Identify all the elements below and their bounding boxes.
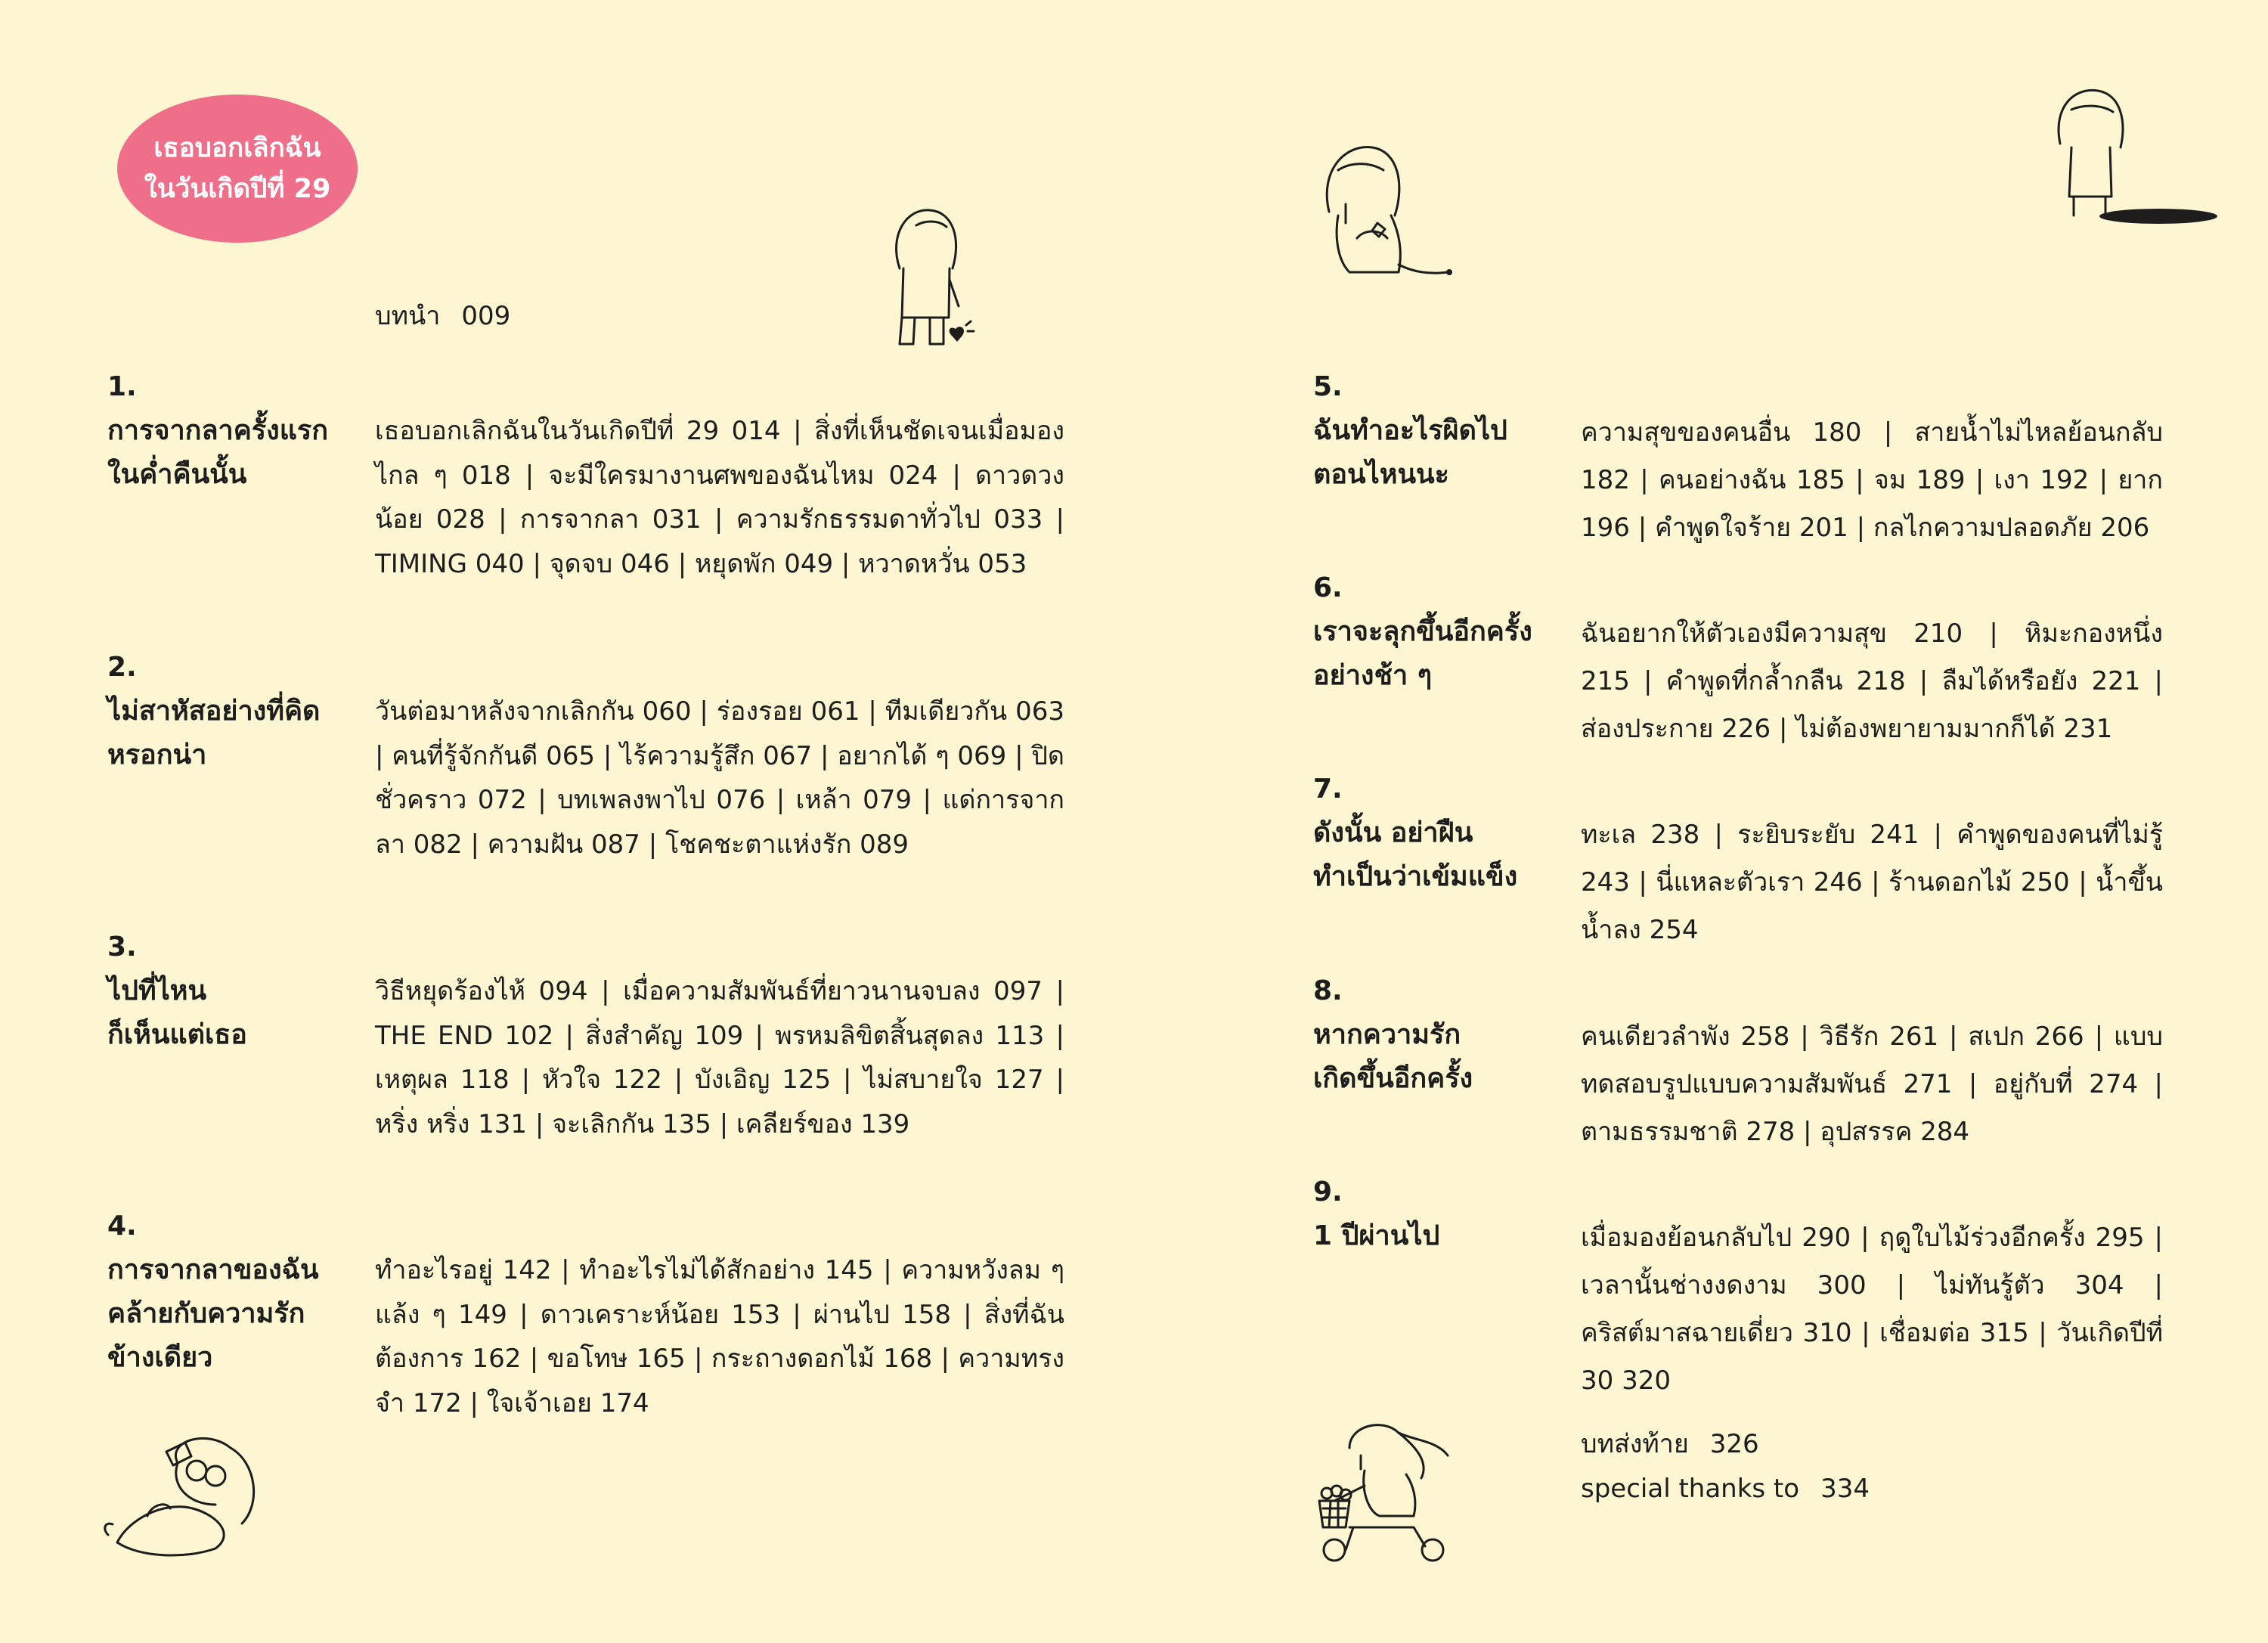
chapter-title-line: อย่างช้า ๆ: [1313, 660, 1433, 691]
thanks-label: special thanks to: [1581, 1474, 1800, 1504]
chapter-entries: เธอบอกเลิกฉันในวันเกิดปีที่ 29 014 | สิ่งที่เห็นชัดเจนเมื่อมองไกล ๆ 018 | จะมีใครมางานศพของฉันไหม 024 | ดาวดวงน้อย 028 | การจากลา 031 | ความรักธรรมดาทั่วไป 033 | TIMING 040 | จุดจบ 046 | หยุดพัก 049 | หวาดหวั่น 053: [375, 416, 1064, 579]
chapter-title-line: ก็เห็นแต่เธอ: [107, 1019, 247, 1050]
chapter-title-line: ไปที่ไหน: [107, 975, 207, 1006]
right-page: [1134, 0, 2268, 1643]
chapter-title-line: การจากลาครั้งแรก: [107, 415, 329, 446]
chapter-entries: ทะเล 238 | ระยิบระยับ 241 | คำพูดของคนที่ไม่รู้ 243 | นี่แหละตัวเรา 246 | ร้านดอกไม้ 250 | น้ำขึ้นน้ำลง 254: [1581, 820, 2163, 945]
afterword-label: บทส่งท้าย: [1581, 1429, 1689, 1459]
chapter-entries: ฉันอยากให้ตัวเองมีความสุข 210 | หิมะกองหนึ่ง 215 | คำพูดที่กล้ำกลืน 218 | ลืมได้หรือยัง 221 | ส่องประกาย 226 | ไม่ต้องพยายามมากก็ได้ 231: [1581, 618, 2163, 744]
chapter-title-line: เราจะลุกขึ้นอีกครั้ง: [1313, 616, 1532, 647]
intro-entry: [375, 295, 510, 336]
chapter-number: 9.: [1313, 1176, 1343, 1207]
chapter-title-line: เกิดขึ้นอีกครั้ง: [1313, 1063, 1473, 1094]
girl-sitting-with-phone-icon: [1315, 140, 1459, 284]
chapter-number: 7.: [1313, 773, 1343, 804]
chapter-title-line: หรอกน่า: [107, 739, 207, 770]
book-title-badge: [117, 95, 358, 243]
chapter-title-line: ดังนั้น อย่าฝืน: [1313, 817, 1473, 848]
chapter-6: [1313, 566, 2163, 744]
chapter-number: 8.: [1313, 975, 1343, 1006]
chapter-entries: วันต่อมาหลังจากเลิกกัน 060 | ร่องรอย 061 | ทีมเดียวกัน 063 | คนที่รู้จักกันดี 065 | ไร้ความรู้สึก 067 | อยากได้ ๆ 069 | ปิดชั่วคราว 072 | บทเพลงพาไป 076 | เหล้า 079 | แด่การจากลา 082 | ความฝัน 087 | โชคชะตาแห่งรัก 089: [375, 696, 1064, 860]
chapter-title-line: ทำเป็นว่าเข้มแข็ง: [1313, 861, 1518, 892]
chapter-number: 2.: [107, 652, 137, 683]
chapter-number: 3.: [107, 932, 137, 963]
chapter-title-line: ฉันทำอะไรผิดไป: [1313, 415, 1507, 446]
afterword-page: 326: [1709, 1429, 1759, 1459]
chapter-title-line: 1 ปีผ่านไป: [1313, 1220, 1440, 1251]
chapter-2: [107, 646, 1064, 860]
chapter-9: [1313, 1170, 2163, 1396]
thanks-page: 334: [1820, 1474, 1870, 1504]
chapter-number: 5.: [1313, 371, 1343, 402]
chapter-3: [107, 925, 1064, 1139]
chapter-title-line: การจากลาของฉัน: [107, 1254, 319, 1285]
chapter-5: [1313, 365, 2163, 543]
intro-page: 009: [461, 301, 511, 331]
intro-label: บทนำ: [375, 301, 441, 331]
chapter-title-line: ตอนไหนนะ: [1313, 459, 1449, 490]
afterword-entry: [1581, 1423, 1759, 1464]
chapter-7: [1313, 767, 2163, 945]
chapter-number: 4.: [107, 1211, 137, 1242]
chapter-number: 1.: [107, 371, 137, 402]
chapter-title-line: ข้างเดียว: [107, 1342, 213, 1373]
girl-riding-scooter-with-flowers-icon: [1308, 1418, 1459, 1565]
chapter-entries: ความสุขของคนอื่น 180 | สายน้ำไม่ไหลย้อนกลับ 182 | คนอย่างฉัน 185 | จม 189 | เงา 192 | ยาก 196 | คำพูดใจร้าย 201 | กลไกความปลอดภัย 206: [1581, 417, 2163, 543]
girl-lying-with-phone-icon: [94, 1429, 280, 1561]
chapter-title-line: คล้ายกับความรัก: [107, 1298, 305, 1329]
book-title-line-1: เธอบอกเลิกฉัน: [153, 133, 321, 163]
chapter-entries: คนเดียวลำพัง 258 | วิธีรัก 261 | สเปก 266 | แบบทดสอบรูปแบบความสัมพันธ์ 271 | อยู่กับที่ 274 | ตามธรรมชาติ 278 | อุปสรรค 284: [1581, 1021, 2163, 1147]
chapter-entries: เมื่อมองย้อนกลับไป 290 | ฤดูใบไม้ร่วงอีกครั้ง 295 | เวลานั้นช่างงดงาม 300 | ไม่ทันรู้ตัว 304 | คริสต์มาสฉายเดี่ยว 310 | เชื่อมต่อ 315 | วันเกิดปีที่ 30 320: [1581, 1223, 2163, 1396]
chapter-1: [107, 365, 1064, 579]
chapter-8: [1313, 969, 2163, 1147]
girl-standing-by-hole-icon: [2030, 83, 2219, 227]
chapter-entries: ทำอะไรอยู่ 142 | ทำอะไรไม่ได้สักอย่าง 145 | ความหวังลม ๆ แล้ง ๆ 149 | ดาวเคราะห์น้อย 153 | ผ่านไป 158 | สิ่งที่ฉันต้องการ 162 | ขอโทษ 165 | กระถางดอกไม้ 168 | ความทรงจำ 172 | ใจเจ้าเอย 174: [375, 1255, 1064, 1418]
thanks-entry: [1581, 1474, 1870, 1504]
girl-walking-with-heart-icon: [877, 204, 983, 355]
chapter-title-line: ในค่ำคืนนั้น: [107, 459, 247, 490]
chapter-number: 6.: [1313, 572, 1343, 603]
chapter-title-line: ไม่สาหัสอย่างที่คิด: [107, 696, 321, 727]
chapter-4: [107, 1204, 1064, 1418]
book-title-line-2: ในวันเกิดปีที่ 29: [144, 174, 331, 204]
chapter-entries: วิธีหยุดร้องไห้ 094 | เมื่อความสัมพันธ์ที่ยาวนานจบลง 097 | THE END 102 | สิ่งสำคัญ 109 | พรหมลิขิตสิ้นสุดลง 113 | เหตุผล 118 | หัวใจ 122 | บังเอิญ 125 | ไม่สบายใจ 127 | หริ่ง หริ่ง 131 | จะเลิกกัน 135 | เคลียร์ของ 139: [375, 976, 1064, 1139]
chapter-title-line: หากความรัก: [1313, 1019, 1461, 1050]
